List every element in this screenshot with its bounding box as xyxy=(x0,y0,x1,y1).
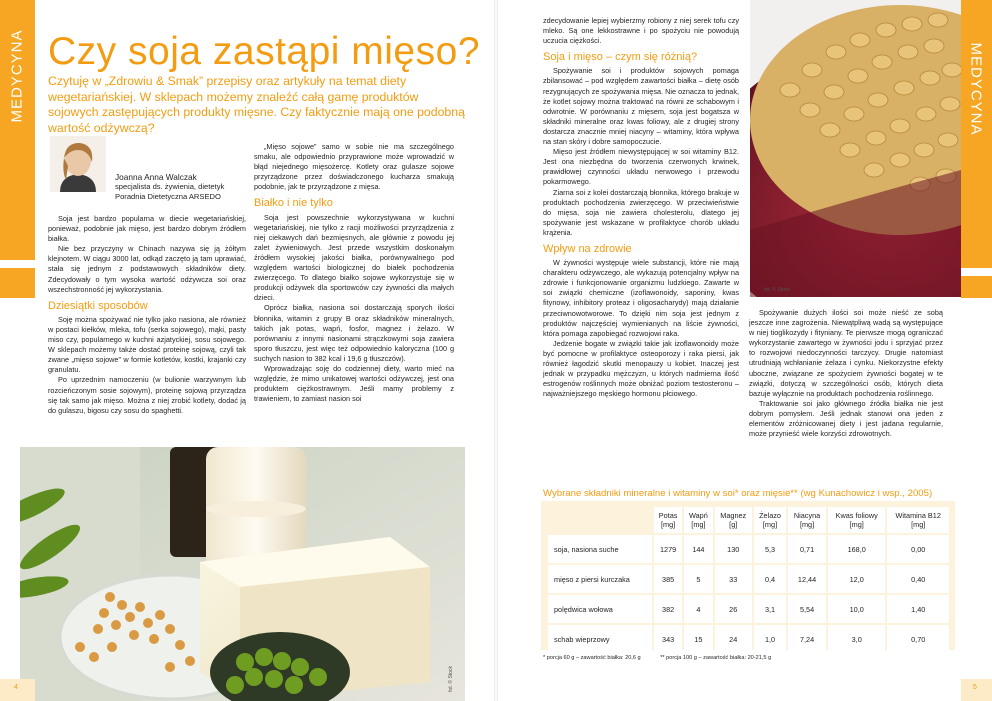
section-tab-right-lower xyxy=(961,276,992,298)
page-number-left: 4 xyxy=(14,684,18,691)
right-column-2 xyxy=(749,308,943,439)
row-label: mięso z piersi kurczaka xyxy=(548,565,652,593)
page-number-right: 5 xyxy=(973,684,977,691)
table-cell: 24 xyxy=(715,625,752,653)
paragraph: Mięso jest źródłem niewystępującej w soi witaminy B12. Jest ona niezbędna do tworzenia czerwonych krwinek, prawidłowej czynności układu nerwowego i przewodu pokarmowego. xyxy=(543,147,739,187)
author-name: Joanna Anna Walczak xyxy=(115,172,197,182)
article-title: Czy soja zastąpi mięso? xyxy=(48,30,481,73)
paragraph: Po uprzednim namoczeniu (w bulionie warzywnym lub rozcieńczonym sosie sojowym), proteinę sojową przyrządza się tak samo jak mięso. Można z niej zrobić kotlety, dodać ją do gulaszu, bigosu czy sosu do spaghetti. xyxy=(48,375,246,415)
footnote: ** porcja 100 g – zawartość białka: 20-21,5 g xyxy=(660,655,772,661)
table-row xyxy=(548,565,949,593)
section-heading: Białko i nie tylko xyxy=(254,197,333,210)
section-heading: Dziesiątki sposobów xyxy=(48,299,148,312)
table-row xyxy=(548,535,949,563)
table-cell: 0,71 xyxy=(788,535,826,563)
table-row xyxy=(548,595,949,623)
paragraph: Soję można spożywać nie tylko jako nasiona, ale również w postaci kiełków, mleka, tofu (serka sojowego), mąki, pasty miso czy, popularnego w kuchni azjatyckiej, sosu sojowego. W sklepach możemy także dostać proteinę sojową, czyli tak zwane „mięso sojowe” w formie kotletów, kostki, krajanki czy granulatu. xyxy=(48,314,246,375)
table-cell: 1,40 xyxy=(887,595,949,623)
table-cell: 3,1 xyxy=(754,595,786,623)
author-org: Poradnia Dietetyczna ARSEDO xyxy=(115,192,221,201)
table-cell: 12,44 xyxy=(788,565,826,593)
table-cell: 15 xyxy=(684,625,712,653)
table-cell: 0,70 xyxy=(887,625,949,653)
table-cell: 0,4 xyxy=(754,565,786,593)
paragraph: Soja jest bardzo popularna w diecie wegetariańskiej, ponieważ, podobnie jak mięso, jest bardzo dobrym źródłem białka. xyxy=(48,214,246,244)
paragraph: Jedzenie bogate w związki takie jak izoflawonoidy może być pomocne w profilaktyce osteoporozy i raka piersi, jak również łagodzić skutki menopauzy u kobiet. Inaczej jest jednak w przypadku mężczyzn, u których nadmierna ilość estrogenów roślinnych może obniżać poziom testosteronu – najważniejszego męskiego hormonu płciowego. xyxy=(543,338,739,399)
table-cell: 5,3 xyxy=(754,535,786,563)
section-tab-left-lower xyxy=(0,268,35,298)
row-label: soja, nasiona suche xyxy=(548,535,652,563)
table-header: Żelazo [mg] xyxy=(754,507,786,533)
table-header: Magnez [g] xyxy=(715,507,752,533)
paragraph: W żywności występuje wiele substancji, które nie mają charakteru odżywczego, ale wykazują potencjalny wpływ na zdrowie i funkcjonowanie organizmu ludzkiego. Zawarte w soi związki chemiczne (izoflawonoidy, saponiny, kwas fitynowy, inhibitory proteaz i oligosacharydy) mają działanie przeciwnowotworowe. To dzięki nim soja jest jednym z produktów najczęściej wymienianych na liście żywności, która pomaga zapobiegać rozwojowi raka. xyxy=(543,258,739,338)
paragraph: Wprowadzając soję do codziennej diety, warto mieć na względzie, że mimo unikatowej wartości odżywczej, jest ona produktem ciężkostrawnym. Jeśli mamy problemy z trawieniem, to zamiast nasion soi xyxy=(254,363,454,404)
nutrients-table xyxy=(546,505,951,655)
paragraph: Spożywanie dużych ilości soi może nieść ze sobą jeszcze inne zagrożenia. Niewątpliwą wadą są występujące w niej tioglikozydy i fityniany. Te pierwsze mogą ograniczać wykorzystanie zawartego w żywności jodu i sprzyjać przez to rozwojowi niedoczynności tarczycy. Drugie natomiast utrudniają wchłanianie żelaza i cynku. Niekorzystne efekty uboczne, związane ze spożyciem żywności bogatej w te związki, dotyczą w szczególności osób, których dieta bazuje wyłącznie na produktach pochodzenia roślinnego. xyxy=(749,308,943,398)
table-cell: 144 xyxy=(684,535,712,563)
left-column-2 xyxy=(254,142,454,404)
table-cell: 5 xyxy=(684,565,712,593)
left-column-1 xyxy=(48,214,246,416)
footnote: * porcja 60 g – zawartość białka: 20,6 g xyxy=(543,655,641,661)
paragraph: zdecydowanie lepiej wybierzmy robiony z niej serek tofu czy mleko. Są one lekkostrawne i po spożyciu nie powodują uczucia ciężkości. xyxy=(543,16,739,46)
photo-credit-left: fot. © Stock xyxy=(447,666,454,692)
article-lead: Czytuję w „Zdrowiu & Smak” przepisy oraz artykuły na temat diety wegetariańskiej. W sklepach możemy znaleźć całą gamę produktów sojowych zastępujących produkty mięsne. Czy faktycznie mają one podobną wartość odżywczą? xyxy=(48,74,465,135)
section-heading: Soja i mięso – czym się różnią? xyxy=(543,51,698,64)
table-cell: 1279 xyxy=(654,535,682,563)
author-photo xyxy=(50,136,106,192)
table-cell: 33 xyxy=(715,565,752,593)
paragraph: Oprócz białka, nasiona soi dostarczają sporych ilości błonnika, witamin z grupy B oraz składników mineralnych, takich jak potas, wapń, fosfor, magnez i żelazo. W porównaniu z innymi nasionami strączkowymi soja zawiera sporo tłuszczu, jest więc też odpowiednio kaloryczna (100 g suchych nasion to 382 kcal i 19,6 g tłuszczów). xyxy=(254,303,454,363)
soybeans-bowl-photo xyxy=(750,0,961,297)
author-role: specjalista ds. żywienia, dietetyk xyxy=(115,182,225,191)
row-label: schab wieprzowy xyxy=(548,625,652,653)
table-cell: 7,24 xyxy=(788,625,826,653)
table-cell: 3,0 xyxy=(828,625,885,653)
table-cell: 1,0 xyxy=(754,625,786,653)
table-header-row xyxy=(548,507,949,533)
table-row xyxy=(548,625,949,653)
row-label: polędwica wołowa xyxy=(548,595,652,623)
section-label-right: MEDYCYNA xyxy=(967,42,985,136)
table-cell: 385 xyxy=(654,565,682,593)
table-footnotes xyxy=(543,655,771,661)
paragraph: Nie bez przyczyny w Chinach nazywa się ją żółtym klejnotem. W ciągu 3000 lat, odkąd zaczęto ją tam uprawiać, stała się jednym z podstawowych składników diety. Zdecydowały o tym wysoka wartość odżywcza soi oraz wszechstronność jej wykorzystania. xyxy=(48,244,246,294)
right-column-1 xyxy=(543,16,739,399)
table-cell: 10,0 xyxy=(828,595,885,623)
table-cell: 168,0 xyxy=(828,535,885,563)
paragraph: Traktowanie soi jako głównego źródła białka nie jest dobrym pomysłem. Jeśli jednak stanowi ona jeden z elementów zróżnicowanej diety i jest jadana regularnie, może przynieść wiele korzyści zdrowotnych. xyxy=(749,398,943,439)
table-cell: 130 xyxy=(715,535,752,563)
spread-gutter xyxy=(494,0,498,701)
paragraph: Spożywanie soi i produktów sojowych pomaga zbilansować – pod względem zawartości białka – dietę osób rezygnujących ze spożywania mięsa. Nie oznacza to jednak, że kotlet sojowy można traktować na równi ze schabowym i odwrotnie. W porównaniu z mięsem, soja jest bogatsza w składniki mineralne oraz kwas foliowy, ale z drugiej strony dostarcza znacznie mniej niacyny – witaminy, która wpływa na stan skóry i dobre samopoczucie. xyxy=(543,66,739,147)
table-cell: 5,54 xyxy=(788,595,826,623)
table-header: Wapń [mg] xyxy=(684,507,712,533)
table-cell: 382 xyxy=(654,595,682,623)
table-header: Kwas foliowy [mg] xyxy=(828,507,885,533)
table-cell: 4 xyxy=(684,595,712,623)
table-corner xyxy=(548,507,652,533)
table-header: Potas [mg] xyxy=(654,507,682,533)
soy-products-photo xyxy=(20,447,465,701)
table-header: Niacyna [mg] xyxy=(788,507,826,533)
table-header: Witamina B12 [mg] xyxy=(887,507,949,533)
photo-credit-right: fot. © Stock xyxy=(764,287,790,293)
paragraph: Soja jest powszechnie wykorzystywana w kuchni wegetariańskiej, nie tylko z racji możliwości przyrządzenia z niej ciekawych dań bezmięsnych, ale głównie z powodu jej zalet żywieniowych. Jest przede wszystkim doskonałym źródłem wysokiej jakości białka, porównywalnego pod względem wartości biologicznej do białek pochodzenia zwierzęcego. To dlatego białko sojowe wykorzystuje się w produkcji odżywek dla sportowców czy żywności dla małych dzieci. xyxy=(254,212,454,303)
table-cell: 12,0 xyxy=(828,565,885,593)
paragraph: „Mięso sojowe” samo w sobie nie ma szczególnego smaku, ale odpowiednio przyprawione może wprowadzić w błąd niejednego mięsożercę. Kotlety oraz gulasze sojowe przyrządzone przez doświadczonego kucharza smakują podobnie, jak te przyrządzone z mięsa. xyxy=(254,142,454,192)
section-heading: Wpływ na zdrowie xyxy=(543,242,632,255)
table-cell: 343 xyxy=(654,625,682,653)
section-label-left: MEDYCYNA xyxy=(8,29,26,123)
table-cell: 0,00 xyxy=(887,535,949,563)
paragraph: Ziarna soi z kolei dostarczają błonnika, którego brakuje w produktach pochodzenia zwierzęcego. W przeciwieństwie do mięsa, soja nie zawiera cholesterolu, dlatego jej spożywanie jest wskazane w profilaktyce chorób układu krążenia. xyxy=(543,187,739,237)
author-block xyxy=(115,172,224,202)
table-cell: 26 xyxy=(715,595,752,623)
table-title: Wybrane składniki mineralne i witaminy w soi* oraz mięsie** (wg Kunachowicz i wsp., 2005) xyxy=(543,488,933,499)
table-cell: 0,40 xyxy=(887,565,949,593)
